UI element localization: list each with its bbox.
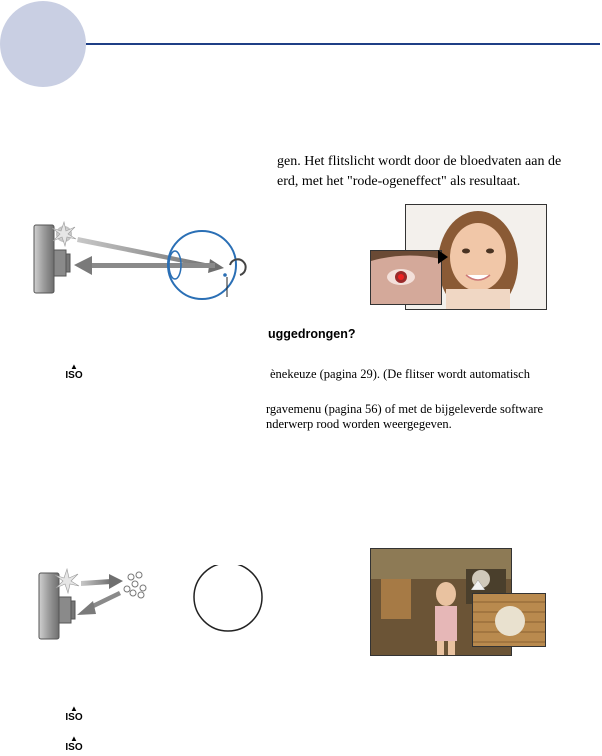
section-badge	[0, 1, 86, 87]
iso-icon: ▲ ISO	[65, 362, 83, 381]
reflection-arrow-back	[74, 256, 215, 275]
tip-line-3: nderwerp rood worden weergegeven.	[266, 417, 452, 431]
header-rule	[86, 43, 600, 45]
orb-circle	[194, 565, 262, 631]
red-eye-inset	[370, 250, 442, 305]
iso-icon: ▲ ISO	[65, 704, 83, 723]
dust-reflection-diagram	[35, 565, 270, 645]
dust-particles-icon	[124, 572, 146, 598]
orb-inset	[472, 593, 546, 647]
intro-line-2: erd, met het "rode-ogeneffect" als resultaat.	[277, 174, 521, 189]
iso-icon: ▲ ISO	[65, 734, 83, 753]
flash-arrow-out	[81, 574, 123, 589]
tip-line-2: rgavemenu (pagina 56) of met de bijgeleverde software	[266, 402, 544, 416]
reflection-arrow-back	[77, 591, 121, 615]
flash-burst-icon	[52, 222, 76, 246]
intro-line-1: gen. Het flitslicht wordt door de bloedvaten aan de	[277, 154, 562, 169]
inset-pointer-icon	[471, 580, 485, 590]
red-eye-diagram	[30, 215, 255, 300]
tip-line-1: ènekeuze (pagina 29). (De flitser wordt automatisch	[270, 367, 530, 381]
question-heading: uggedrongen?	[268, 327, 356, 341]
inset-pointer-icon	[438, 250, 448, 264]
